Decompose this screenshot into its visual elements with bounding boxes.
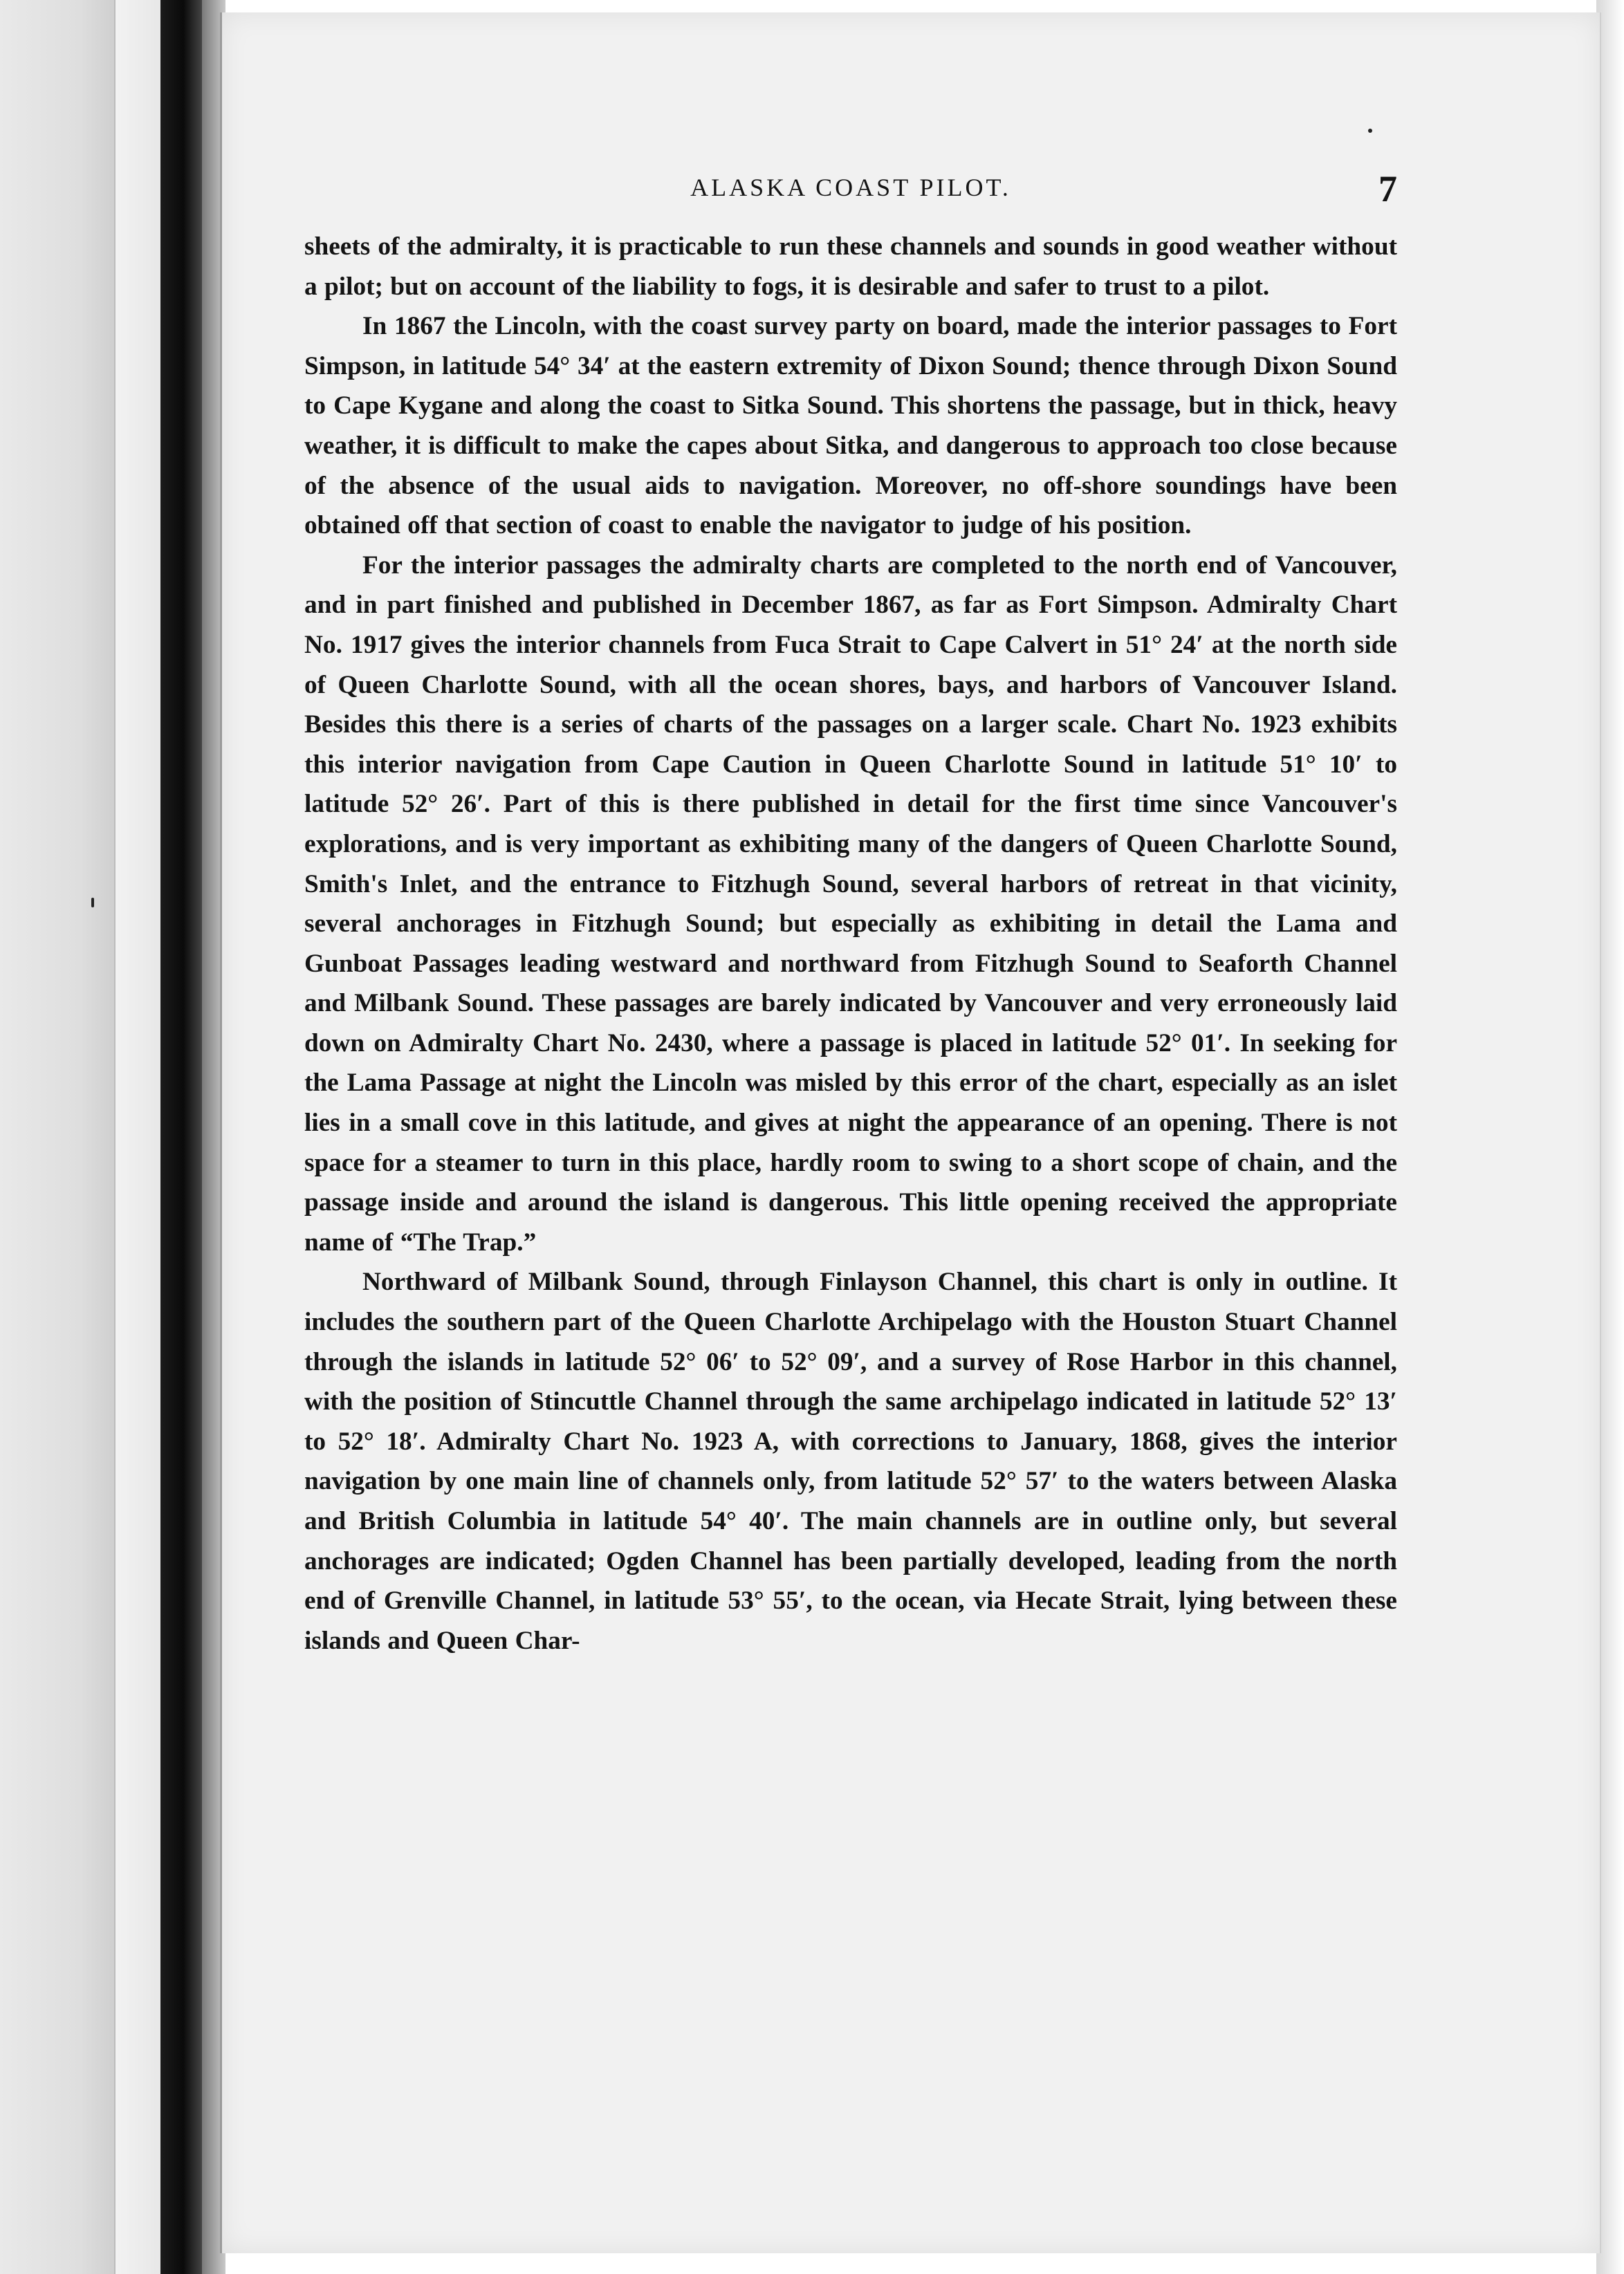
- running-header: [304, 168, 1397, 221]
- paragraph: Northward of Milbank Sound, through Finlayson Channel, this chart is only in outline. It includes the southern part of the Queen Charlotte Archipelago with the Houston Stuart Channel through the islands in latitude 52° 06′ to 52° 09′, and a survey of Rose Harbor in this channel, with the position of Stincuttle Channel through the same archipelago indicated in latitude 52° 13′ to 52° 18′. Admiralty Chart No. 1923 A, with corrections to January, 1868, gives the interior navigation by one main line of channels only, from latitude 52° 57′ to the waters between Alaska and British Columbia in latitude 54° 40′. The main channels are in outline only, but several anchorages are indicated; Ogden Channel has been partially developed, leading from the north end of Grenville Channel, in latitude 53° 55′, to the ocean, via Hecate Strait, lying between these islands and Queen Char-: [304, 1268, 1397, 1655]
- page-number: 7: [1378, 168, 1397, 210]
- paragraph: In 1867 the Lincoln, with the coast survey party on board, made the interior passages to Fort Simpson, in latitude 54° 34′ at the eastern extremity of Dixon Sound; thence through Dixon Sound to Cape Kygane and along the coast to Sitka Sound. This shortens the passage, but in thick, heavy weather, it is difficult to make the capes about Sitka, and dangerous to approach too close because of the absence of the usual aids to navigation. Moreover, no off-shore soundings have been obtained off that section of coast to enable the navigator to judge of his position.: [304, 312, 1397, 540]
- paper-speck: [1368, 129, 1372, 133]
- text-block: [304, 168, 1397, 1661]
- binding-gutter: [160, 0, 202, 2274]
- margin-mark: [91, 898, 94, 907]
- previous-page-edge: [0, 0, 114, 2274]
- paragraph: For the interior passages the admiralty charts are completed to the north end of Vancouver, and in part finished and published in December 1867, as far as Fort Simpson. Admiralty Chart No. 1917 gives the interior channels from Fuca Strait to Cape Calvert in 51° 24′ at the north side of Queen Charlotte Sound, with all the ocean shores, bays, and harbors of Vancouver Island. Besides this there is a series of charts of the passages on a larger scale. Chart No. 1923 exhibits this interior navigation from Cape Caution in Queen Charlotte Sound in latitude 51° 10′ to latitude 52° 26′. Part of this is there published in detail for the first time since Vancouver's explorations, and is very important as exhibiting many of the dangers of Queen Charlotte Sound, Smith's Inlet, and the entrance to Fitzhugh Sound, several harbors of retreat in that vicinity, several anchorages in Fitzhugh Sound; but especially as exhibiting in detail the Lama and Gunboat Passages leading westward and northward from Fitzhugh Sound to Seaforth Channel and Milbank Sound. These passages are barely indicated by Vancouver and very erroneously laid down on Admiralty Chart No. 2430, where a passage is placed in latitude 52° 01′. In seeking for the Lama Passage at night the Lincoln was misled by this error of the chart, especially as an islet lies in a small cove in this latitude, and gives at night the appearance of an opening. There is not space for a steamer to turn in this place, hardly room to swing to a short scope of chain, and the passage inside and around the island is dangerous. This little opening received the appropriate name of “The Trap.”: [304, 551, 1397, 1257]
- running-title: ALASKA COAST PILOT.: [690, 174, 1011, 201]
- paragraph-continued: sheets of the admiralty, it is practicable to run these channels and sounds in good weather without a pilot; but on account of the liability to fogs, it is desirable and safer to trust to a pilot.: [304, 232, 1397, 301]
